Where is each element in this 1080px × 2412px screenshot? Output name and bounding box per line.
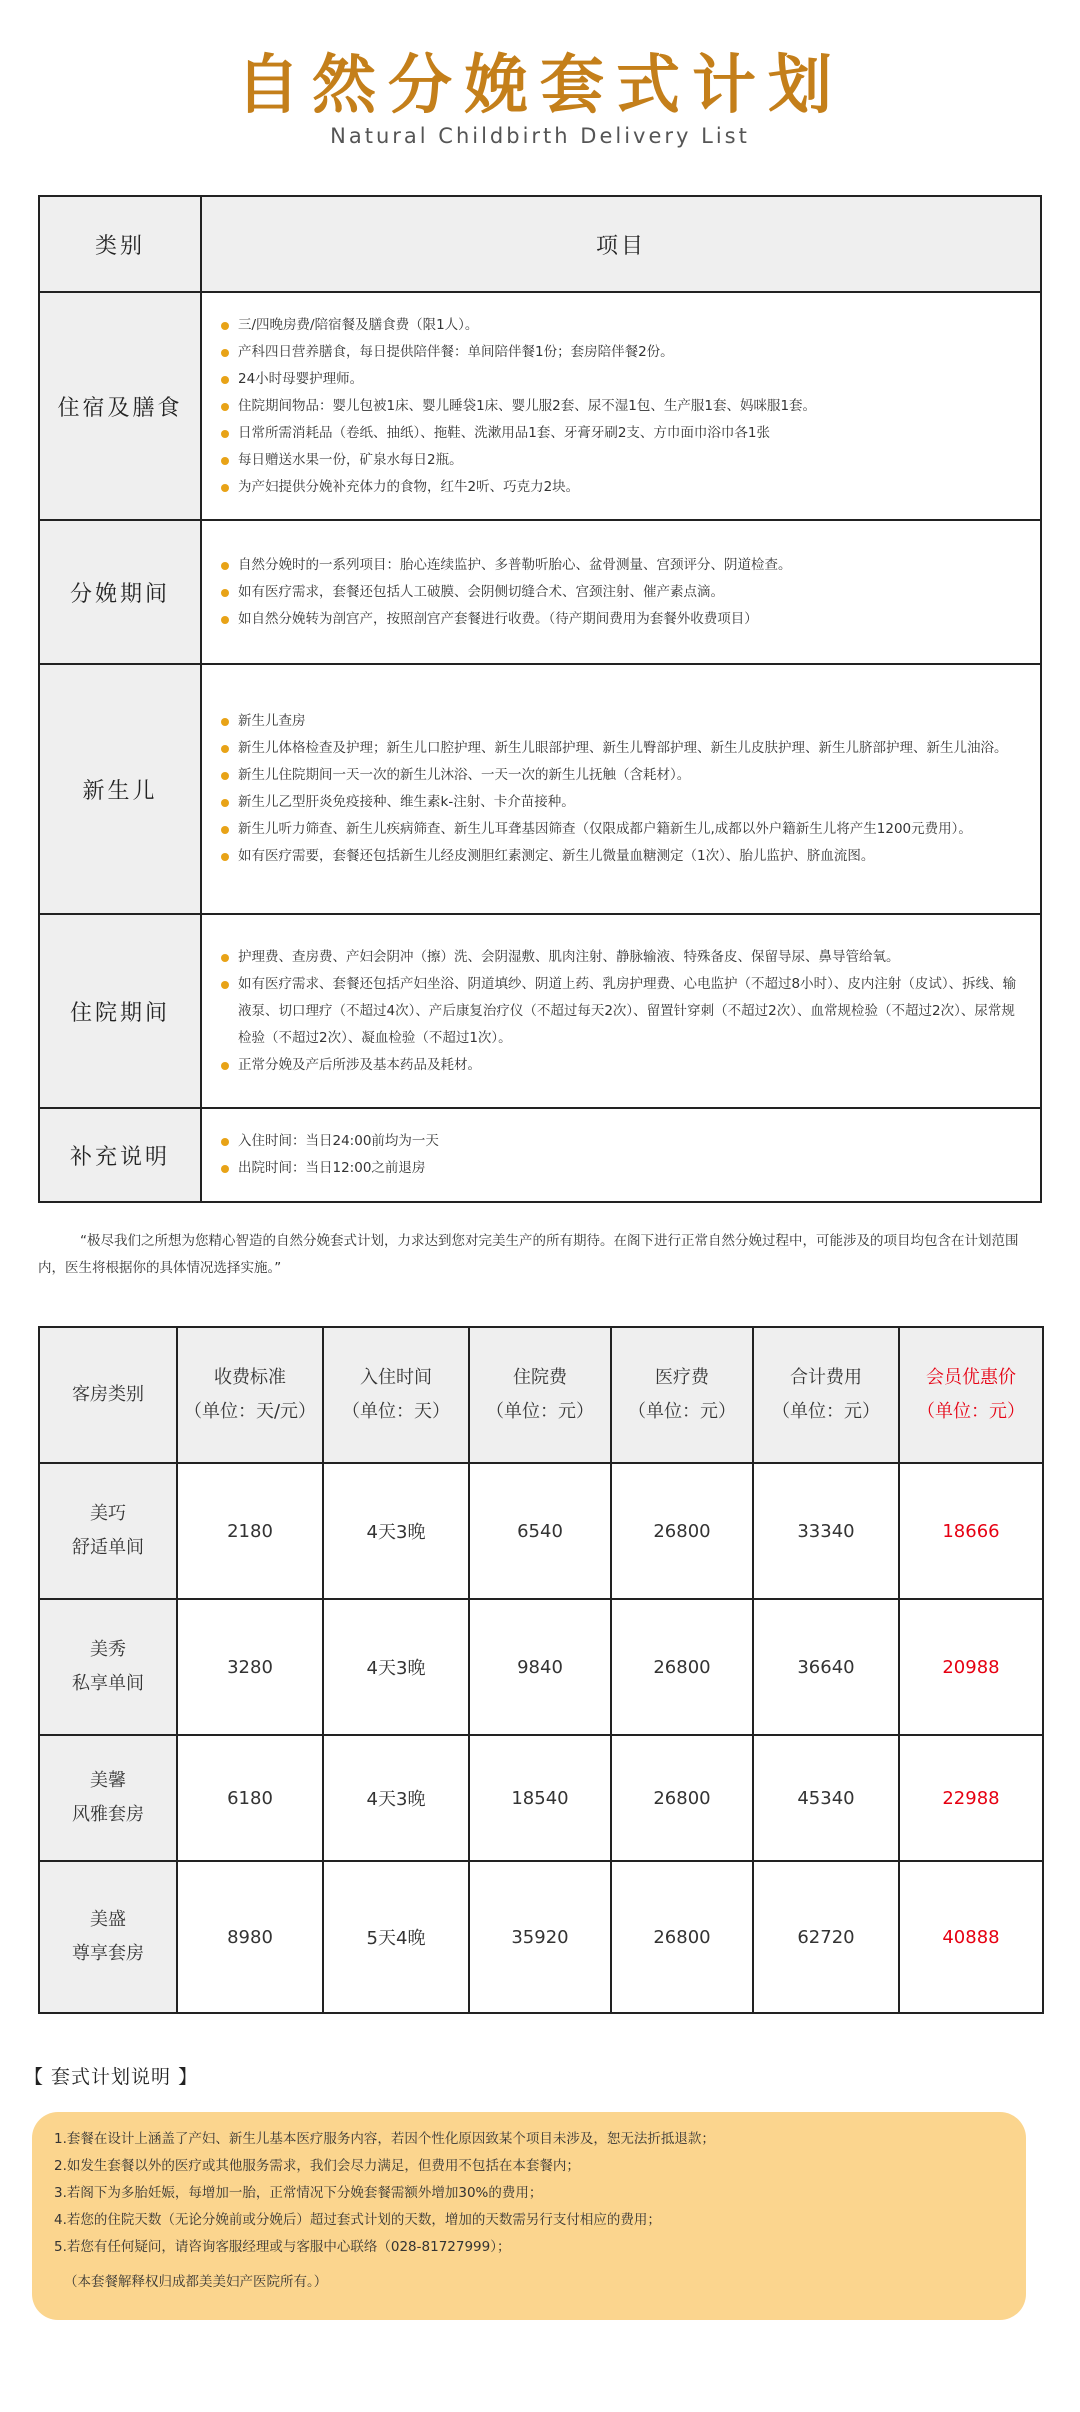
stay-cell: 4天3晚	[323, 1463, 469, 1599]
price-header-total: 合计费用 （单位：元）	[753, 1327, 899, 1463]
member-price-cell: 20988	[899, 1599, 1043, 1735]
plan-item: 24小时母婴护理师。	[238, 366, 1018, 393]
plan-item: 新生儿住院期间一天一次的新生儿沐浴、一天一次的新生儿抚触（含耗材）。	[238, 762, 1018, 789]
price-row	[39, 1735, 1043, 1861]
stay-cell: 4天3晚	[323, 1599, 469, 1735]
plan-items	[201, 664, 1041, 914]
plan-item: 入住时间：当日24:00前均为一天	[238, 1128, 1018, 1155]
plan-item: 每日赠送水果一份，矿泉水每日2瓶。	[238, 447, 1018, 474]
note-line: 2.如发生套餐以外的医疗或其他服务需求，我们会尽力满足，但费用不包括在本套餐内；	[54, 2158, 580, 2174]
plan-items	[201, 520, 1041, 664]
plan-row-accommodation	[39, 292, 1041, 520]
member-price-cell: 18666	[899, 1463, 1043, 1599]
room-type-cell: 美巧 舒适单间	[39, 1463, 177, 1599]
note-footer: （本套餐解释权归成都美美妇产医院所有。）	[64, 2274, 328, 2290]
plan-item: 三/四晚房费/陪宿餐及膳食费（限1人）。	[238, 312, 1018, 339]
rate-cell: 6180	[177, 1735, 323, 1861]
medical-fee-cell: 26800	[611, 1599, 753, 1735]
rate-cell: 2180	[177, 1463, 323, 1599]
member-price-cell: 22988	[899, 1735, 1043, 1861]
member-price-cell: 40888	[899, 1861, 1043, 2013]
price-row	[39, 1861, 1043, 2013]
medical-fee-cell: 26800	[611, 1463, 753, 1599]
plan-category: 分娩期间	[39, 520, 201, 664]
plan-category: 新生儿	[39, 664, 201, 914]
medical-fee-cell: 26800	[611, 1861, 753, 2013]
plan-item: 自然分娩时的一系列项目：胎心连续监护、多普勒听胎心、盆骨测量、宫颈评分、阴道检查。	[238, 552, 1018, 579]
plan-item: 如有医疗需求，套餐还包括人工破膜、会阴侧切缝合术、宫颈注射、催产素点滴。	[238, 579, 1018, 606]
total-cell: 36640	[753, 1599, 899, 1735]
plan-item: 护理费、查房费、产妇会阴冲（擦）洗、会阴湿敷、肌肉注射、静脉输液、特殊备皮、保留导尿、鼻导管给氧。	[238, 944, 1018, 971]
plan-items	[201, 1108, 1041, 1202]
price-table	[38, 1326, 1044, 2014]
plan-row-inpatient	[39, 914, 1041, 1108]
price-header-stay: 入住时间 （单位：天）	[323, 1327, 469, 1463]
total-cell: 33340	[753, 1463, 899, 1599]
room-type-cell: 美盛 尊享套房	[39, 1861, 177, 2013]
total-cell: 62720	[753, 1861, 899, 2013]
price-header-room-type: 客房类别	[39, 1327, 177, 1463]
notes-section-title: 【 套式计划说明 】	[24, 2066, 199, 2088]
room-type-cell: 美馨 风雅套房	[39, 1735, 177, 1861]
room-type-cell: 美秀 私享单间	[39, 1599, 177, 1735]
plan-items	[201, 914, 1041, 1108]
medical-fee-cell: 26800	[611, 1735, 753, 1861]
plan-item: 出院时间：当日12:00之前退房	[238, 1155, 1018, 1182]
plan-item: 如自然分娩转为剖宫产，按照剖宫产套餐进行收费。（待产期间费用为套餐外收费项目）	[238, 606, 1018, 633]
note-line: 1.套餐在设计上涵盖了产妇、新生儿基本医疗服务内容，若因个性化原因致某个项目未涉及，恕无法折抵退款；	[54, 2131, 715, 2147]
total-cell: 45340	[753, 1735, 899, 1861]
plan-item: 为产妇提供分娩补充体力的食物，红牛2听、巧克力2块。	[238, 474, 1018, 501]
plan-items	[201, 292, 1041, 520]
plan-header-category: 类别	[39, 196, 201, 292]
plan-item: 如有医疗需求、套餐还包括产妇坐浴、阴道填纱、阴道上药、乳房护理费、心电监护（不超过8小时）、皮内注射（皮试）、拆线、输液泵、切口理疗（不超过4次）、产后康复治疗仪（不超过每天2次）、留置针穿刺（不超过2次）、血常规检验（不超过2次）、尿常规检验（不超过2次）、凝血检验（不超过1次）。	[238, 971, 1018, 1052]
rate-cell: 3280	[177, 1599, 323, 1735]
plan-item: 产科四日营养膳食，每日提供陪伴餐：单间陪伴餐1份；套房陪伴餐2份。	[238, 339, 1018, 366]
page-subtitle: Natural Childbirth Delivery List	[330, 124, 750, 148]
plan-item: 新生儿乙型肝炎免疫接种、维生素k-注射、卡介苗接种。	[238, 789, 1018, 816]
plan-quote: “极尽我们之所想为您精心智造的自然分娩套式计划，力求达到您对完美生产的所有期待。在阁下进行正常自然分娩过程中，可能涉及的项目均包含在计划范围内，医生将根据你的具体情况选择实施。”	[38, 1233, 1019, 1276]
note-line: 5.若您有任何疑问，请咨询客服经理或与客服中心联络（028-81727999）；	[54, 2239, 511, 2255]
hospital-fee-cell: 35920	[469, 1861, 611, 2013]
price-header-member-price: 会员优惠价 （单位：元）	[899, 1327, 1043, 1463]
price-row	[39, 1463, 1043, 1599]
plan-item: 日常所需消耗品（卷纸、抽纸）、拖鞋、洗漱用品1套、牙膏牙刷2支、方巾面巾浴巾各1张	[238, 420, 1018, 447]
plan-item: 新生儿体格检查及护理；新生儿口腔护理、新生儿眼部护理、新生儿臀部护理、新生儿皮肤护理、新生儿脐部护理、新生儿油浴。	[238, 735, 1018, 762]
hospital-fee-cell: 18540	[469, 1735, 611, 1861]
plan-item: 如有医疗需要，套餐还包括新生儿经皮测胆红素测定、新生儿微量血糖测定（1次）、胎儿监护、脐血流图。	[238, 843, 1018, 870]
plan-header-row	[39, 196, 1041, 292]
rate-cell: 8980	[177, 1861, 323, 2013]
stay-cell: 5天4晚	[323, 1861, 469, 2013]
price-header-row	[39, 1327, 1043, 1463]
plan-item: 正常分娩及产后所涉及基本药品及耗材。	[238, 1052, 1018, 1079]
page-title: 自然分娩套式计划	[236, 48, 844, 123]
hospital-fee-cell: 6540	[469, 1463, 611, 1599]
note-line: 3.若阁下为多胎妊娠，每增加一胎，正常情况下分娩套餐需额外增加30%的费用；	[54, 2185, 543, 2201]
notes-box	[32, 2112, 1026, 2320]
plan-category: 住院期间	[39, 914, 201, 1108]
plan-table	[38, 195, 1042, 1203]
plan-category: 住宿及膳食	[39, 292, 201, 520]
plan-row-supplement	[39, 1108, 1041, 1202]
price-header-hospital-fee: 住院费 （单位：元）	[469, 1327, 611, 1463]
plan-item: 新生儿听力筛查、新生儿疾病筛查、新生儿耳聋基因筛查（仅限成都户籍新生儿,成都以外户籍新生儿将产生1200元费用）。	[238, 816, 1018, 843]
hospital-fee-cell: 9840	[469, 1599, 611, 1735]
plan-category: 补充说明	[39, 1108, 201, 1202]
stay-cell: 4天3晚	[323, 1735, 469, 1861]
plan-item: 住院期间物品：婴儿包被1床、婴儿睡袋1床、婴儿服2套、尿不湿1包、生产服1套、妈咪服1套。	[238, 393, 1018, 420]
plan-row-newborn	[39, 664, 1041, 914]
plan-row-delivery	[39, 520, 1041, 664]
plan-item: 新生儿查房	[238, 708, 1018, 735]
price-header-medical-fee: 医疗费 （单位：元）	[611, 1327, 753, 1463]
price-row	[39, 1599, 1043, 1735]
note-line: 4.若您的住院天数（无论分娩前或分娩后）超过套式计划的天数，增加的天数需另行支付相应的费用；	[54, 2212, 661, 2228]
plan-header-items: 项目	[201, 196, 1041, 292]
price-header-rate: 收费标准 （单位：天/元）	[177, 1327, 323, 1463]
